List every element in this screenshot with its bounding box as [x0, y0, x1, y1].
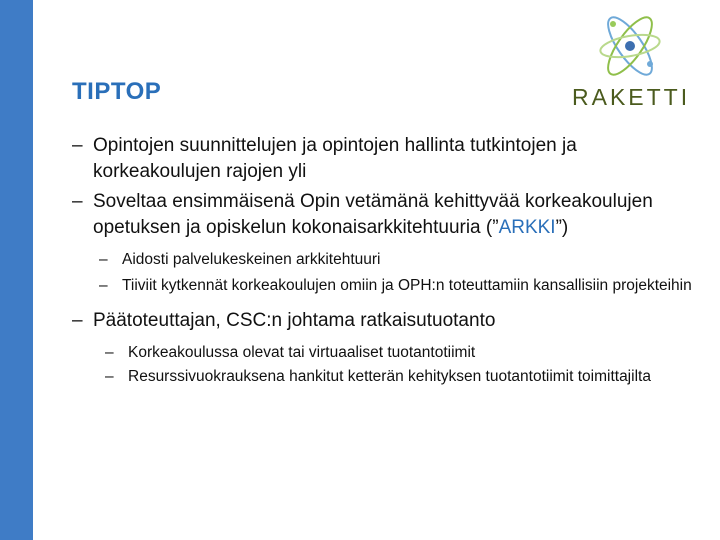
logo-wordmark: RAKETTI [572, 84, 691, 110]
dash-marker: – [105, 368, 114, 385]
arkki-highlight: ARKKI [498, 217, 556, 238]
bullet-text: Aidosti palvelukeskeinen arkkitehtuuri [122, 251, 381, 268]
left-accent-bar [0, 0, 33, 540]
dash-marker: – [99, 277, 108, 294]
dash-marker: – [105, 344, 114, 361]
dash-marker: – [99, 251, 108, 268]
bullet-text-after: ”) [555, 217, 569, 238]
bullet-text: Korkeakoulussa olevat tai virtuaaliset tuotantotiimit [128, 344, 476, 361]
bullet-text: Päätoteuttajan, CSC:n johtama ratkaisutuotanto [93, 310, 496, 331]
sub-bullet-production-teams [72, 342, 702, 364]
dash-marker: – [72, 135, 83, 156]
bullet-study-planning [72, 133, 702, 185]
atom-orbit-icon [558, 6, 698, 86]
slide-body [72, 133, 702, 390]
dash-marker: – [72, 310, 83, 331]
raketti-logo [558, 6, 698, 110]
sub-bullet-service-oriented [72, 249, 702, 270]
bullet-csc-production [72, 308, 702, 334]
slide-title: TIPTOP [72, 78, 162, 105]
sub-bullet-national-projects [72, 275, 702, 296]
bullet-text: Tiiviit kytkennät korkeakoulujen omiin ja OPH:n toteuttamiin kansallisiin projekteihin [122, 277, 692, 294]
bullet-text-before: Soveltaa ensimmäisenä Opin vetämänä kehittyvää korkeakoulujen opetuksen ja opiskelun kokonaisarkkitehtuuria (” [93, 191, 653, 238]
bullet-text: Resurssivuokrauksena hankitut ketterän kehityksen tuotantotiimit toimittajilta [128, 368, 651, 385]
bullet-text: Opintojen suunnittelujen ja opintojen hallinta tutkintojen ja korkeakoulujen rajojen yli [93, 135, 577, 182]
dash-marker: – [72, 191, 83, 212]
bullet-arkki-architecture [72, 189, 702, 241]
sub-bullet-agile-teams [72, 366, 702, 388]
